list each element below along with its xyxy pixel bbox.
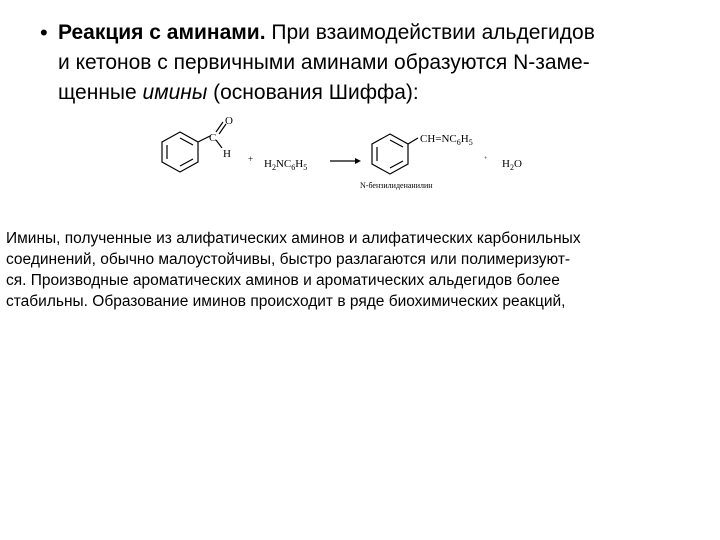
aldehyde-carbon: C [209, 132, 217, 144]
bullet-line3-pre: щенные [58, 81, 143, 104]
bullet-item [40, 18, 700, 108]
paragraph-line-2: соединений, обычно малоустойчивы, быстро разлагаются или полимеризуют- [6, 251, 571, 268]
bullet-text [58, 18, 700, 108]
paragraph-line-3: ся. Производные ароматических аминов и ароматических альдегидов более [6, 272, 560, 289]
plus-sign-2: + [484, 156, 488, 162]
bullet-line3-post: (основания Шиффа): [207, 81, 419, 104]
product-group: $CH=NC_6H_5$ [420, 133, 473, 147]
bullet-line-2: и кетонов с первичными аминами образуются N-заме- [58, 51, 590, 74]
body-paragraph [6, 228, 706, 312]
paragraph-line-4: стабильны. Образование иминов происходит в ряде биохимических реакций, [6, 293, 566, 310]
benzaldehyde-structure [162, 122, 226, 172]
aldehyde-oxygen: O [225, 115, 233, 127]
water-formula: $H_2O$ [502, 158, 522, 172]
product-name: N-бензилиденанилин [360, 181, 433, 190]
bullet-marker: • [40, 20, 48, 45]
aldehyde-hydrogen: H [223, 148, 231, 160]
reaction-scheme [150, 112, 570, 202]
bullet-line3-italic: имины [142, 81, 208, 104]
plus-sign-1: + [248, 154, 254, 164]
bullet-line1-rest: При взаимодействии альдегидов [265, 21, 595, 44]
product-structure [372, 134, 418, 174]
ch-bond [216, 140, 222, 148]
bullet-lead: Реакция с аминами. [58, 21, 266, 44]
reaction-arrow [330, 158, 361, 164]
amine-formula: $H_2NC_6H_5$ [264, 158, 308, 172]
bullet-line-3 [58, 78, 700, 108]
paragraph-line-1: Имины, полученные из алифатических аминов и алифатических карбонильных [6, 230, 581, 247]
bullet-line-1 [58, 18, 700, 48]
